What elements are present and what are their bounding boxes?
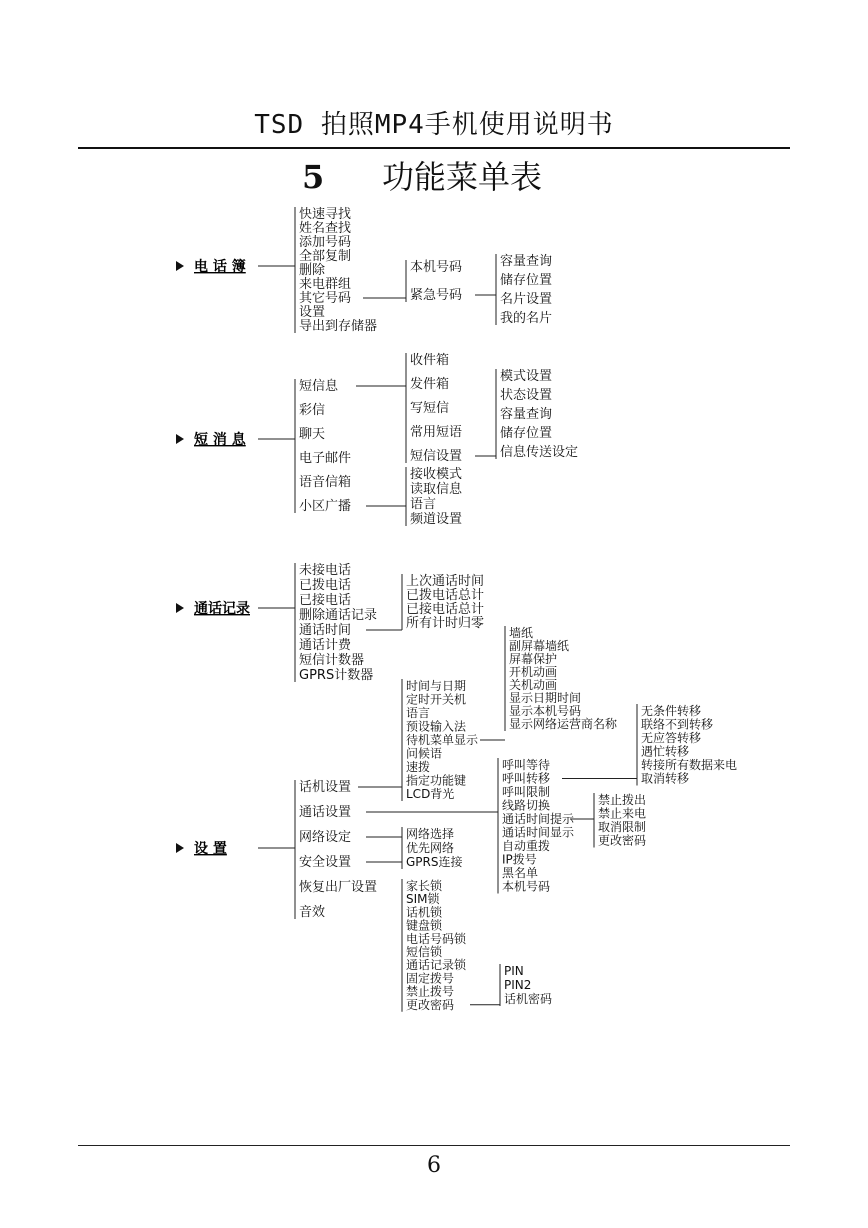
- call-barring-item: 禁止拨出: [598, 793, 647, 807]
- call-forward-item: 转接所有数据来电: [641, 758, 738, 772]
- settings-item: 音效: [299, 905, 326, 920]
- phonebook-item: 添加号码: [299, 235, 352, 250]
- sms-item: 写短信: [410, 401, 450, 416]
- standby-display-item: 副屏幕墙纸: [509, 639, 570, 653]
- call-setting-item: 线路切换: [502, 798, 551, 813]
- phonebook-item: 姓名查找: [299, 221, 352, 236]
- settings-item: 网络设定: [299, 830, 352, 845]
- security-item: 固定拨号: [406, 971, 455, 986]
- phonebook-setting-item: 名片设置: [500, 292, 553, 307]
- sms-item: 发件箱: [410, 377, 450, 392]
- call-time-item: 上次通话时间: [406, 574, 485, 589]
- sms-setting-item: 信息传送设定: [500, 445, 579, 460]
- phone-setting-item: 定时开关机: [406, 692, 467, 707]
- phone-setting-item: 语言: [406, 706, 431, 720]
- call-forward-item: 无应答转移: [641, 731, 702, 745]
- phone-setting-item: 待机菜单显示: [406, 733, 479, 747]
- messages-item: 电子邮件: [299, 451, 352, 466]
- phonebook-root: 电 话 簿: [194, 259, 246, 275]
- messages-item: 短信息: [299, 379, 339, 394]
- page-number: 6: [427, 1153, 441, 1178]
- broadcast-item: 读取信息: [410, 482, 463, 497]
- phonebook-setting-item: 储存位置: [500, 273, 553, 288]
- phone-setting-item: 预设输入法: [406, 719, 467, 734]
- messages-item: 小区广播: [299, 499, 352, 514]
- standby-display-item: 关机动画: [509, 678, 558, 692]
- phone-setting-item: 时间与日期: [406, 679, 467, 693]
- section-arrow-icon: [176, 843, 184, 853]
- footer-rule: [78, 1145, 790, 1146]
- security-item: 家长锁: [406, 879, 443, 893]
- phone-setting-item: 速拨: [406, 760, 431, 774]
- messages-item: 彩信: [299, 403, 326, 418]
- sms-setting-item: 容量查询: [500, 407, 553, 422]
- security-item: 通话记录锁: [406, 958, 467, 973]
- call-barring-item: 更改密码: [598, 833, 647, 848]
- security-item: 电话号码锁: [406, 931, 467, 946]
- call-barring-item: 禁止来电: [598, 806, 647, 821]
- call-log-item: 已接电话: [299, 593, 352, 608]
- messages-item: 语音信箱: [299, 475, 352, 490]
- call-time-item: 已拨电话总计: [406, 588, 485, 603]
- broadcast-item: 频道设置: [410, 512, 463, 527]
- settings-item: 恢复出厂设置: [299, 880, 378, 895]
- security-item: 更改密码: [406, 997, 455, 1012]
- call-log-item: 未接电话: [299, 563, 352, 578]
- security-item: SIM锁: [406, 892, 440, 907]
- header-rule: [78, 147, 790, 149]
- phonebook-item: 全部复制: [299, 249, 352, 264]
- call-setting-item: 呼叫转移: [502, 771, 551, 786]
- phonebook-item: 导出到存储器: [299, 319, 378, 334]
- network-item: GPRS连接: [406, 855, 463, 869]
- broadcast-item: 语言: [410, 497, 437, 512]
- sms-item: 短信设置: [410, 449, 463, 464]
- call-barring-item: 取消限制: [598, 820, 647, 834]
- security-item: 话机锁: [406, 905, 443, 920]
- sms-item: 收件箱: [410, 353, 450, 368]
- messages-root: 短 消 息: [194, 432, 246, 448]
- sms-setting-item: 模式设置: [500, 369, 553, 384]
- call-setting-item: 呼叫限制: [502, 785, 551, 799]
- call-log-item: 通话计费: [299, 638, 352, 653]
- call-time-item: 所有计时归零: [406, 616, 485, 631]
- sms-item: 常用短语: [410, 425, 463, 440]
- call-setting-item: 本机号码: [502, 879, 551, 894]
- phonebook-item: 其它号码: [299, 291, 352, 306]
- call-setting-item: 呼叫等待: [502, 758, 551, 772]
- password-item: PIN2: [504, 978, 532, 992]
- section-arrow-icon: [176, 603, 184, 613]
- call-forward-item: 联络不到转移: [641, 717, 714, 732]
- phonebook-item: 快速寻找: [299, 207, 352, 222]
- network-item: 优先网络: [406, 841, 455, 855]
- settings-item: 安全设置: [299, 855, 352, 870]
- phonebook-item: 删除: [299, 263, 326, 278]
- call-log-item: GPRS计数器: [299, 668, 374, 683]
- call-setting-item: 黑名单: [502, 866, 539, 880]
- settings-item: 通话设置: [299, 805, 352, 820]
- security-item: 短信锁: [406, 945, 443, 959]
- phonebook-item: 来电群组: [299, 277, 352, 292]
- messages-item: 聊天: [299, 427, 326, 442]
- call-setting-item: 通话时间显示: [502, 825, 575, 840]
- phonebook-item: 设置: [299, 305, 326, 320]
- section-arrow-icon: [176, 434, 184, 444]
- call-forward-item: 取消转移: [641, 771, 690, 786]
- phone-setting-item: 问候语: [406, 746, 443, 761]
- section-number: 5: [302, 158, 325, 196]
- phone-setting-item: LCD背光: [406, 787, 455, 801]
- call-log-item: 删除通话记录: [299, 608, 378, 623]
- call-forward-item: 遇忙转移: [641, 744, 690, 759]
- section-arrow-icon: [176, 261, 184, 271]
- password-item: 话机密码: [504, 992, 553, 1006]
- security-item: 禁止拨号: [406, 984, 455, 999]
- broadcast-item: 接收模式: [410, 467, 463, 482]
- call-log-root: 通话记录: [194, 601, 250, 617]
- phonebook-setting-item: 我的名片: [500, 311, 553, 326]
- document-header-title: TSD 拍照MP4手机使用说明书: [254, 110, 614, 140]
- standby-display-item: 显示本机号码: [509, 704, 582, 718]
- call-setting-item: 通话时间提示: [502, 812, 575, 826]
- section-heading: [302, 152, 542, 198]
- phonebook-number-item: 本机号码: [410, 260, 463, 275]
- call-forward-item: 无条件转移: [641, 704, 702, 718]
- sms-setting-item: 储存位置: [500, 426, 553, 441]
- phone-setting-item: 指定功能键: [406, 773, 467, 788]
- standby-display-item: 显示网络运营商名称: [509, 717, 618, 731]
- call-log-item: 已拨电话: [299, 578, 352, 593]
- call-setting-item: 自动重拨: [502, 839, 551, 853]
- standby-display-item: 墙纸: [509, 626, 534, 640]
- password-item: PIN: [504, 964, 524, 978]
- call-log-item: 通话时间: [299, 623, 352, 638]
- network-item: 网络选择: [406, 827, 455, 841]
- sms-setting-item: 状态设置: [500, 388, 553, 403]
- call-time-item: 已接电话总计: [406, 602, 485, 617]
- standby-display-item: 开机动画: [509, 665, 558, 679]
- settings-item: 话机设置: [299, 780, 352, 795]
- function-menu-tree: [170, 200, 770, 1020]
- call-setting-item: IP拨号: [502, 852, 537, 867]
- call-log-item: 短信计数器: [299, 653, 365, 668]
- settings-root: 设 置: [194, 841, 227, 857]
- phonebook-setting-item: 容量查询: [500, 254, 553, 269]
- section-title: 功能菜单表: [382, 158, 543, 196]
- phonebook-number-item: 紧急号码: [410, 288, 463, 303]
- standby-display-item: 显示日期时间: [509, 691, 582, 705]
- security-item: 键盘锁: [406, 918, 443, 933]
- standby-display-item: 屏幕保护: [509, 652, 558, 666]
